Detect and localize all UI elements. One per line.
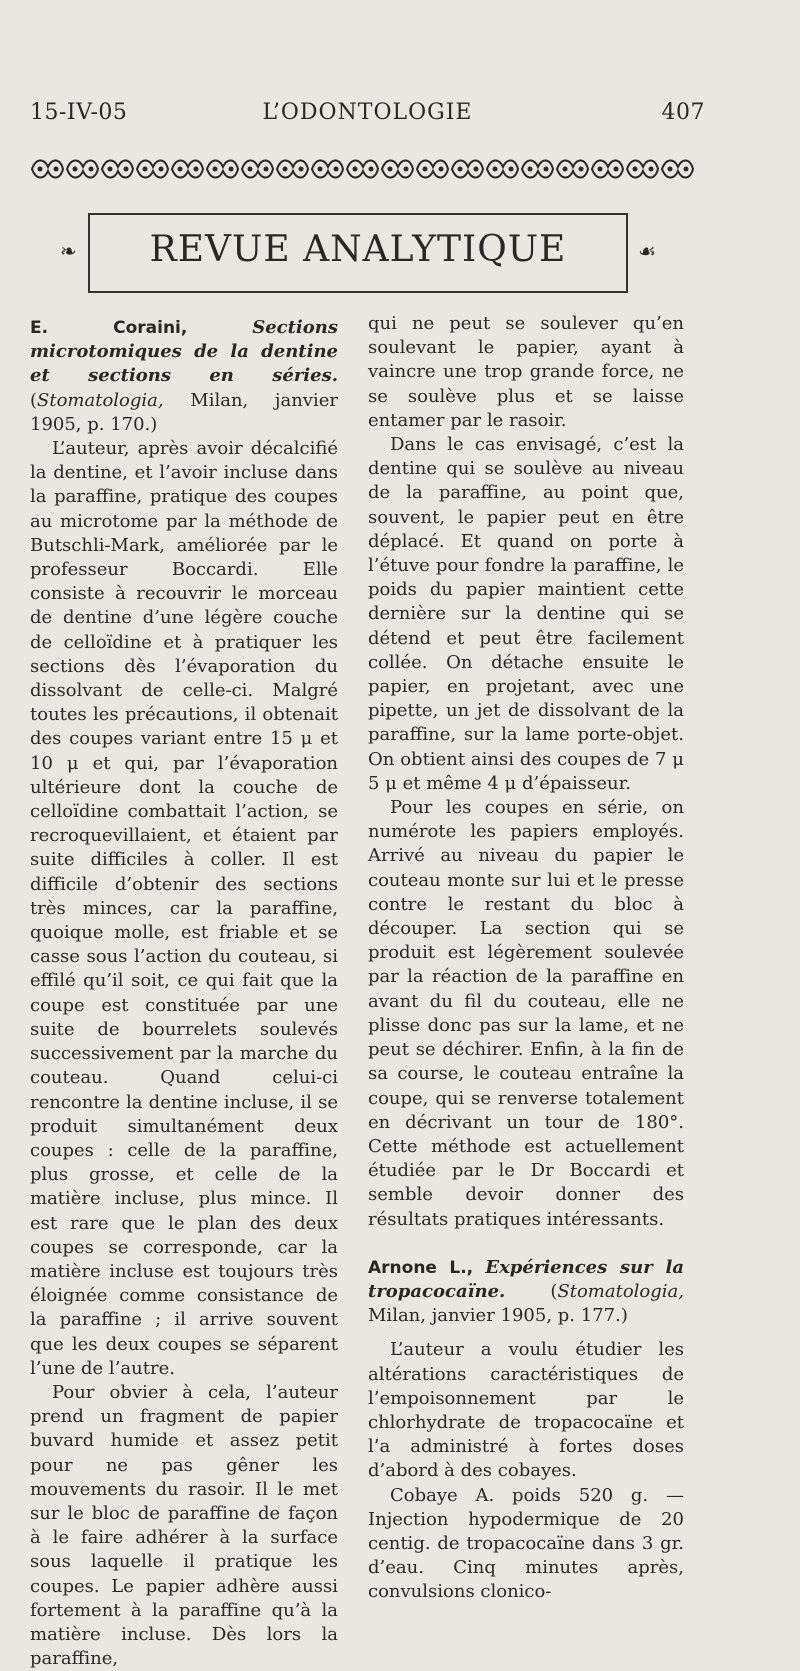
entry-title: Sections microtomiques de la dentine et sections en séries.	[30, 317, 338, 387]
entry-journal: Stomatologia,	[37, 389, 164, 411]
section-title-frame	[60, 213, 656, 293]
running-header	[30, 100, 705, 136]
entry-source: Milan, janvier 1905, p. 170.)	[30, 389, 338, 435]
header-page-number: 407	[661, 100, 705, 125]
paragraph: Cobaye A. poids 520 g. — Injection hypodermique de 20 centig. de tropacocaïne dans 3 gr. d’eau. Cinq minutes après, convulsions clonico-	[368, 1484, 684, 1603]
section-title: REVUE ANALYTIQUE	[149, 229, 567, 270]
header-date: 15-IV-05	[30, 100, 128, 125]
paragraph: Pour les coupes en série, on numérote les papiers employés. Arrivé au niveau du papier le couteau monte sur lui et le presse contre le restant du bloc à découper. La section qui se produit est légèrement soulevée par la réaction de la paraffine en avant du fil du couteau, elle ne plisse donc pas sur la lame, et ne peut se déchirer. Enfin, à la fin de sa course, le couteau entraîne la coupe, qui se renverse totalement en décrivant un tour de 180°. Cette méthode est actuellement étudiée par le Dr Boccardi et semble devoir donner des résultats pratiques intéressants.	[368, 797, 684, 1230]
left-column	[30, 312, 338, 1671]
right-column	[368, 312, 684, 1605]
entry-heading-coraini: E. Coraini, Sections microtomiques de la dentine et sections en séries. (Stomatologia, Milan, janvier 1905, p. 170.)	[30, 317, 338, 435]
paragraph: L’auteur, après avoir décalcifié la dentine, et l’avoir incluse dans la paraffine, pratique des coupes au microtome par la méthode de Butschli-Mark, améliorée par le professeur Boccardi. Elle consiste à recouvrir le morceau de dentine d’une légère couche de celloïdine et à pratiquer les sections dès l’évaporation du dissolvant de celle-ci. Malgré toutes les précautions, il obtenait des coupes variant entre 15 μ et 10 μ et qui, par l’évaporation ultérieure dont la couche de celloïdine combattait l’action, se recroquevillaient, et étaient par suite difficiles à coller. Il est difficile d’obtenir des sections très minces, car la paraffine, quoique molle, est friable et se casse sous l’action du couteau, si effilé qu’il soit, ce qui fait que la coupe est constituée par une suite de bourrelets soulevés successivement par la marche du couteau. Quand celui-ci rencontre la dentine incluse, il se produit simultanément deux coupes : celle de la paraffine, plus grosse, et celle de la matière incluse, plus mince. Il est rare que le plan des deux coupes se corresponde, car la matière incluse est toujours très éloignée comme consistance de la paraffine ; il arrive souvent que les deux coupes se séparent l’une de l’autre.	[30, 438, 338, 1379]
paragraph: Pour obvier à cela, l’auteur prend un fragment de papier buvard humide et assez petit pour ne pas gêner les mouvements du rasoir. Il le met sur le bloc de paraffine de façon à le faire adhérer à la surface sous laquelle il pratique les coupes. Le papier adhère aussi fortement à la paraffine qu’à la matière incluse. Dès lors la paraffine,	[30, 1381, 338, 1670]
paragraph: L’auteur a voulu étudier les altérations caractéristiques de l’empoisonnement par le chlorhydrate de tropacocaïne et l’a administré à fortes doses d’abord à des cobayes.	[368, 1339, 684, 1482]
ornamental-band	[30, 155, 695, 183]
entry-source: Milan, janvier 1905, p. 177.)	[368, 1305, 628, 1327]
fleuron-right-icon: ☙	[638, 239, 656, 263]
entry-journal: Stomatologia,	[557, 1280, 684, 1302]
entry-heading-arnone: Arnone L., Expériences sur la tropacocaïne. (Stomatologia, Milan, janvier 1905, p. 177.)	[368, 1256, 684, 1327]
entry-title: Expériences sur la tropacocaïne.	[368, 1256, 684, 1302]
header-journal-title: L’ODONTOLOGIE	[262, 100, 473, 125]
entry-spacer	[368, 1232, 684, 1252]
paragraph: qui ne peut se soulever qu’en soulevant le papier, ayant à vaincre une trop grande force, ne se soulève plus et se laisse entamer par le rasoir.	[368, 313, 684, 431]
entry-author: E. Coraini,	[30, 318, 188, 338]
fleuron-left-icon: ❧	[60, 239, 77, 263]
entry-author: Arnone L.,	[368, 1257, 474, 1278]
paragraph: Dans le cas envisagé, c’est la dentine qui se soulève au niveau de la paraffine, au point que, souvent, le papier peut en être déplacé. Et quand on porte à l’étuve pour fondre la paraffine, le poids du papier maintient cette dernière sur la dentine qui se détend et peut être facilement collée. On détache ensuite le papier, en projetant, avec une pipette, un jet de dissolvant de la paraffine, sur la lame porte-objet. On obtient ainsi des coupes de 7 μ 5 μ et même 4 μ d’épaisseur.	[368, 434, 684, 794]
